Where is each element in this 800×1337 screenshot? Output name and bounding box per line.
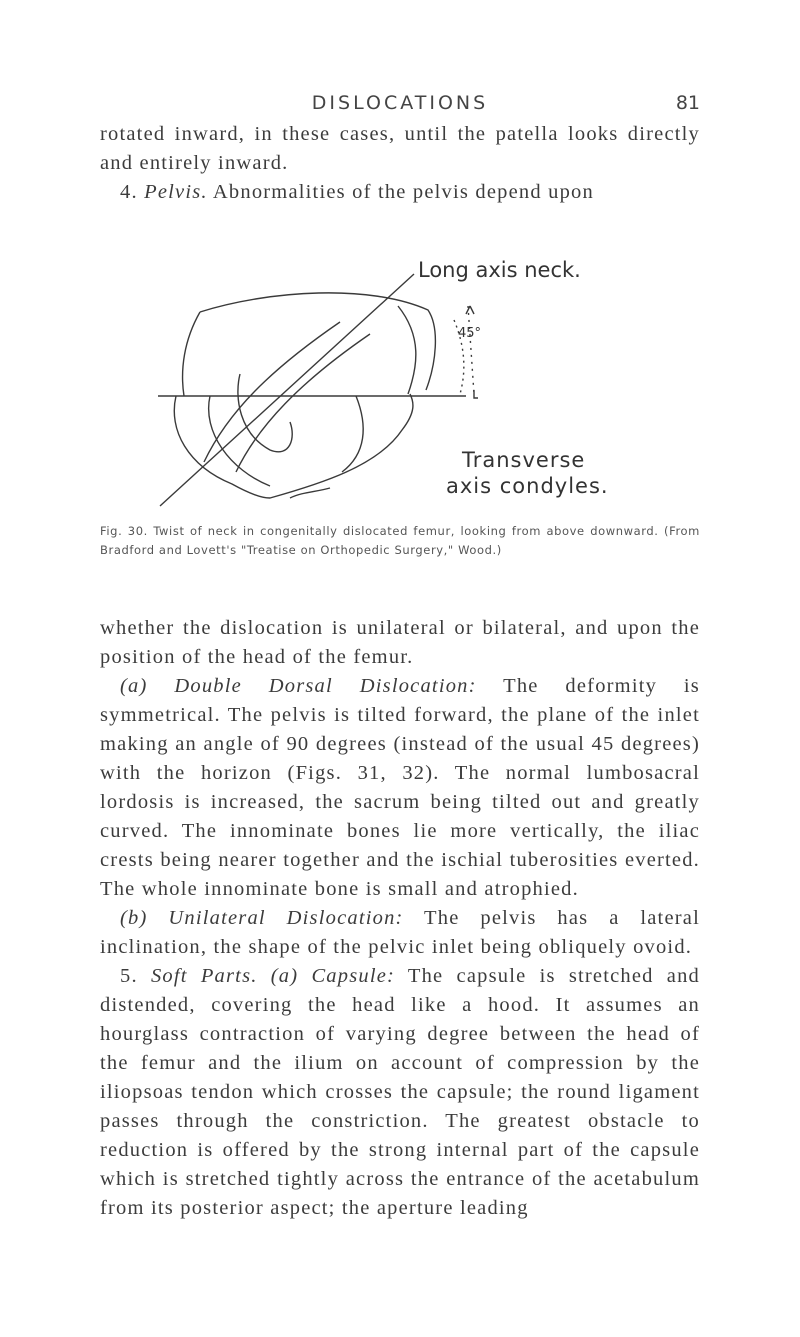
sub-title: Unilateral Dislocation:: [168, 907, 404, 929]
condyle-inner-2: [342, 396, 363, 472]
axis-marker: [468, 306, 474, 394]
sub-text: The deformity is symmetrical. The pelvis is tilted forward, the plane of the inlet making an angle of 90 degrees (instead of the usual 45 degrees) with the horizon (Figs. 31, 32). The normal lumbosacral lordosis is increased, the sacrum being tilted out and greatly curved. The innominate bones lie more vertically, the iliac crests being nearer together and the ischial tuberosities everted. The whole innominate bone is small and atrophied.: [100, 675, 700, 900]
page-number: 81: [675, 92, 700, 114]
paragraph-pelvis: [100, 178, 700, 207]
upper-outline: [200, 293, 435, 390]
paragraph-soft-parts: [100, 962, 700, 1223]
item-title: Soft Parts.: [150, 965, 258, 987]
neck-line-1: [204, 322, 340, 462]
item-number: 5.: [120, 965, 151, 987]
sub-label: (b): [120, 907, 169, 929]
paragraph-intro: whether the dislocation is unilateral or bilateral, and upon the position of the head of the femur.: [100, 617, 700, 668]
sub-label: (a): [120, 675, 175, 697]
label-long-axis: Long axis neck.: [418, 258, 581, 282]
condyle-outline: [174, 394, 413, 498]
running-head: DISLOCATIONS: [311, 92, 489, 114]
condyle-notch: [290, 488, 330, 498]
long-axis-line: [160, 274, 414, 506]
axis-arrow: [466, 306, 474, 314]
inner-head: [238, 374, 292, 452]
label-transverse: Transverse: [462, 448, 586, 472]
item-title: Pelvis.: [144, 181, 208, 203]
sub-text: The capsule is stretched and distended, covering the head like a hood. It assumes an hourglass contraction of varying degree between the head of the femur and the ilium on account of compression by the iliopsoas tendon which crosses the capsule; the round ligament passes through the constriction. The greatest obstacle to reduction is offered by the strong internal part of the capsule which is stretched tightly across the entrance of the acetabulum from its posterior aspect; the aperture leading: [100, 965, 700, 1219]
paragraph-double-dorsal: [100, 672, 700, 904]
item-text: Abnormalities of the pelvis depend upon: [207, 181, 594, 203]
upper-outline-left: [183, 312, 200, 396]
paragraph-continuation: rotated inward, in these cases, until the patella looks directly and entirely inward.: [100, 123, 700, 174]
femur-diagram: [140, 262, 700, 512]
top-text: [100, 120, 700, 207]
sub-title: Capsule:: [311, 965, 396, 987]
figure-30: [140, 258, 700, 512]
axis-foot: [474, 390, 478, 398]
sub-title: Double Dorsal Dislocation:: [174, 675, 477, 697]
neck-line-2: [236, 334, 370, 472]
sub-label: (a): [257, 965, 312, 987]
main-text: [100, 614, 700, 1223]
upper-outline-right: [398, 306, 416, 394]
paragraph-unilateral: [100, 904, 700, 962]
figure-caption: Fig. 30. Twist of neck in congenitally dislocated femur, looking from above downward. (From Bradford and Lovett's "Treatise on Orthopedic Surgery," Wood.): [100, 524, 700, 557]
label-axis-condyles: axis condyles.: [446, 474, 609, 498]
page-header: [100, 92, 700, 122]
sub-text: The pelvis has a lateral inclination, the shape of the pelvic inlet being obliquely ovoid.: [100, 907, 700, 958]
label-angle: 45°: [458, 326, 482, 341]
item-number: 4.: [120, 181, 145, 203]
